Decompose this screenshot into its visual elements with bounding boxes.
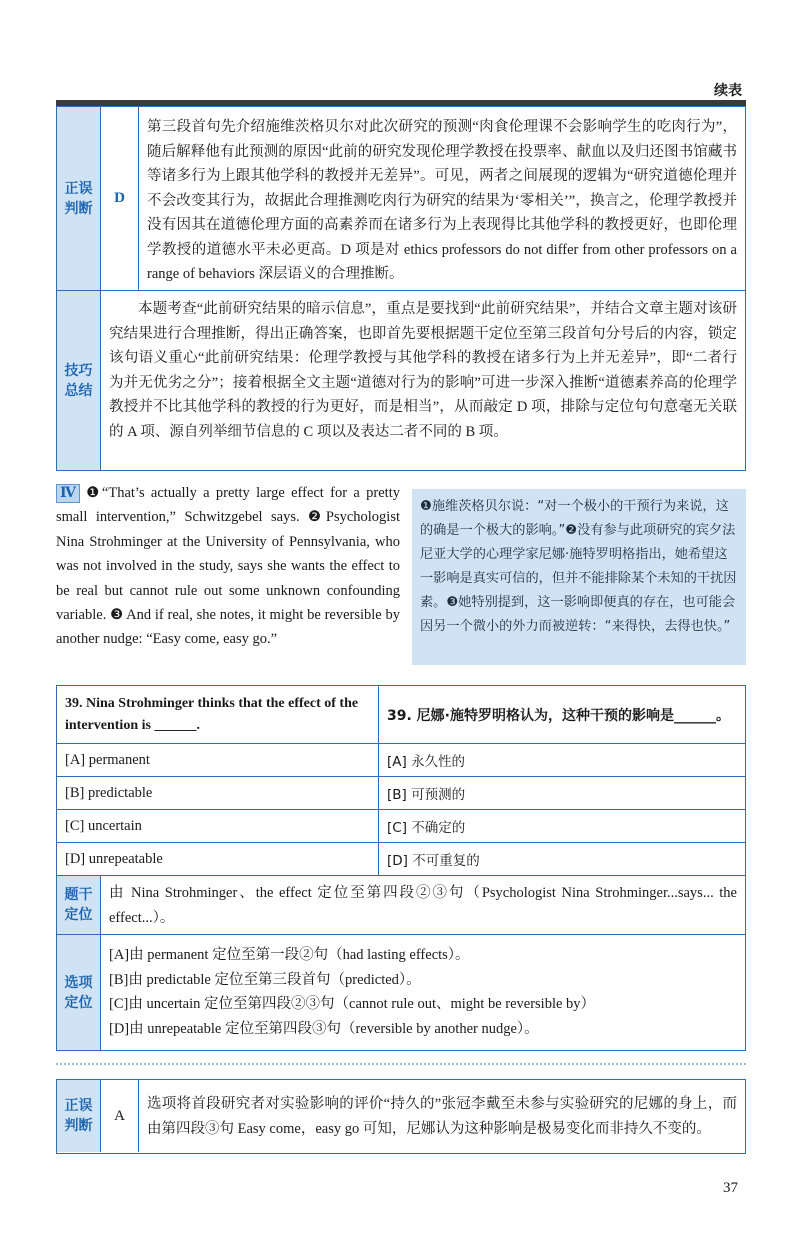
option-row-b [57,776,745,809]
judgment-text: 第三段首句先介绍施维茨格贝尔对此次研究的预测“肉食伦理课不会影响学生的吃肉行为”，随后解释他有此预测的原因“此前的研究发现伦理学教授在投票率、献血以及归还图书馆藏书等诸多行为上跟其他学科的教授并无差异”。可见，两者之间展现的逻辑为“研究道德伦理并不会改变其行为，故据此合理推测吃肉行为研究的结果为‘零相关’”，换言之，伦理学教授并没有因其在道德伦理方面的高素养而在诸多行为上表现得比其他学科的教授更好，也即伦理学教授的道德水平未必更高。D 项是对 ethics professors do not differ from other professors on a range of behaviors 深层语义的合理推断。 [147,119,737,282]
row-label-tips: 技巧 总结 [57,291,101,470]
stem-locate-text: 由 Nina Strohminger、the effect 定位至第四段②③句（Psychologist Nina Strohminger...says... the effect...）。 [109,885,737,926]
question-en: 39. Nina Strohminger thinks that the effect of the intervention is ______. [57,686,379,743]
tips-text: 本题考查“此前研究结果的暗示信息”，重点是要找到“此前研究结果”，并结合文章主题对该研究结果进行合理推断，得出正确答案，也即首先要根据题干定位至第三段首句分号后的内容，锁定该句语义重心“此前研究结果：伦理学教授与其他学科的教授在诸多行为上并无差异”，即“二者行为并无优劣之分”；接着根据全文主题“道德对行为的影响”可进一步深入推断“道德素养高的伦理学教授并不比其他学科的教授的行为更好，而是相当”，从而敲定 D 项，排除与定位句句意毫无关联的 A 项、源自列举细节信息的 C 项以及表达二者不同的 B 项。 [109,301,737,440]
option-c-zh: [C] 不确定的 [387,820,466,836]
bottom-judgment-text: 选项将首段研究者对实验影响的评价“持久的”张冠李戴至未参与实验研究的尼娜的身上，而由第四段③句 Easy come，easy go 可知，尼娜认为这种影响是极易变化而非持久不变的。 [147,1096,737,1137]
option-locate-row [57,934,745,1050]
option-locate-b: [B]由 predictable 定位至第三段首句（predicted）。 [109,971,421,988]
row-label-judgment: 正误 判断 [57,107,101,290]
option-locate-a: [A]由 permanent 定位至第一段②句（had lasting effects）。 [109,947,470,963]
question-table [56,685,746,1051]
question-row [57,686,745,743]
stem-locate-label: 题干 定位 [57,876,101,934]
option-row-c [57,809,745,842]
translation-box [412,489,746,665]
option-row-d [57,842,745,875]
paragraph-number-badge: Ⅳ [56,484,80,503]
analysis-table-bottom [56,1079,746,1154]
option-locate-d: [D]由 unrepeatable 定位至第四段③句（reversible by another nudge）。 [109,1020,539,1037]
passage-paragraph-4 [56,481,400,652]
question-zh: 39. 尼娜·施特罗明格认为，这种干预的影响是______。 [387,707,730,724]
option-b-zh: [B] 可预测的 [387,787,466,803]
option-d-en: [D] unrepeatable [57,843,379,875]
option-c-en: [C] uncertain [57,810,379,842]
option-locate-c: [C]由 uncertain 定位至第四段②③句（cannot rule out、might be reversible by） [109,996,596,1012]
answer-letter: D [101,107,139,290]
continued-label: 续表 [714,83,742,99]
option-b-en: [B] predictable [57,777,379,809]
translation-text: ❶施维茨格贝尔说：“对一个极小的干预行为来说，这的确是一个极大的影响。”❷没有参与此项研究的宾夕法尼亚大学的心理学家尼娜·施特罗明格指出，她希望这一影响是真实可信的，但并不能排除某个未知的干扰因素。❸她特别提到，这一影响即便真的存在，也可能会因另一个微小的外力而被逆转：“来得快，去得也快。” [420,499,737,634]
option-locate-list [109,943,737,1041]
option-a-en: [A] permanent [57,744,379,776]
page-number: 37 [723,1180,738,1196]
option-d-zh: [D] 不可重复的 [387,853,480,869]
stem-locate-row [57,875,745,934]
row-divider [57,290,745,291]
analysis-table-top [56,106,746,471]
option-row-a [57,743,745,776]
option-a-zh: [A] 永久性的 [387,754,466,770]
bottom-label-judgment: 正误 判断 [57,1080,101,1152]
dotted-separator [56,1063,746,1065]
option-locate-label: 选项 定位 [57,935,101,1050]
bottom-answer-letter: A [101,1080,139,1152]
passage-text: ❶“That’s actually a pretty large effect for a pretty small intervention,” Schwitzgebel says. ❷Psychologist Nina Strohminger at the University of Pennsylvania, who was not involved in the study, says she wants the effect to be real but cannot rule out some unknown confounding variable. ❸ And if real, she notes, it might be reversible by another nudge: “Easy come, easy go.” [56,485,400,648]
